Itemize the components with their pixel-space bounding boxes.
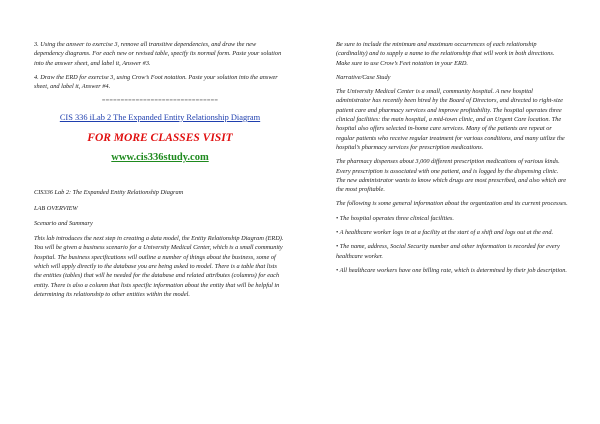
ilab-title-link[interactable]: CIS 336 iLab 2 The Expanded Entity Relationship Diagram	[59, 112, 261, 122]
case-study-paragraph-2: The pharmacy dispenses about 3,000 different prescription medications of various kinds. Every prescription is associated with one patient, and is logged by the dispensing clinic. The new administrator wants to know which drugs are most prescribed, and also which are the most profitable.	[336, 158, 567, 194]
lab-overview-heading: LAB OVERVIEW	[34, 204, 78, 212]
promo-banner: FOR MORE CLASSES VISIT	[87, 132, 233, 145]
right-column	[336, 40, 568, 280]
scenario-body: This lab introduces the next step in creating a data model, the Entity Relationship Diagram (ERD). You will be given a business scenario for a University Medical Center, which is a small community hospital. The business specifications will outline a number of things about the business, some of which will apply directly to the database you are being asked to model. There is a table that lists the entities (tables) that will be needed for the database and related attributes (columns) for each entity. There is also a column that lists specific information about the entity that will be helpful in determining its relationship to other entities within the model.	[34, 235, 284, 298]
website-line	[34, 151, 286, 164]
website-link[interactable]: www.cis336study.com	[111, 152, 209, 164]
bullet-item: • A healthcare worker logs in at a facility at the start of a shift and logs out at the end.	[336, 229, 554, 237]
exercise-step-4: 4. Draw the ERD for exercise 3, using Crow’s Foot notation. Paste your solution into the answer sheet, and label it, Answer #4.	[34, 73, 278, 91]
case-study-paragraph-1: The University Medical Center is a small, community hospital. A new hospital administrator has recently been hired by the Board of Directors, and directed to right-size patient care and pharmacy services and improve profitability. The hospital operates three clinical facilities: the main hospital, a mid-town clinic, and an Urgent Care location. The hospital also offers selected in-home care services. Many of the patients are repeat or regular patients who receive regular treatment for various conditions, and many utilize the hospital’s pharmacy services for prescription medications.	[336, 88, 565, 151]
case-study-heading: Narrative/Case Study	[336, 73, 391, 81]
separator-line: ===============================	[101, 97, 219, 105]
lab-title: CIS336 Lab 2: The Expanded Entity Relationship Diagram	[34, 189, 184, 197]
erd-instructions: Be sure to include the minimum and maximum occurrences of each relationship (cardinality) and to supply a name to the relationship that will work in both directions. Make sure to use Crow’s Feet notation in your ERD.	[336, 41, 555, 67]
scenario-heading: Scenario and Summary	[34, 219, 93, 227]
bullet-item: • All healthcare workers have one billing rate, which is determined by their job description.	[336, 266, 567, 274]
bullet-item: • The name, address, Social Security number and other information is recorded for every healthcare worker.	[336, 243, 560, 260]
exercise-step-3: 3. Using the answer to exercise 3, remove all transitive dependencies, and draw the new dependency diagrams. For each new or revised table, specify its normal form. Paste your solution into the answer sheet, and label it, Answer #3.	[34, 41, 282, 67]
bullet-item: • The hospital operates three clinical facilities.	[336, 214, 454, 222]
left-column	[34, 40, 286, 304]
case-study-paragraph-3: The following is some general information about the organization and its current processes.	[336, 200, 568, 208]
